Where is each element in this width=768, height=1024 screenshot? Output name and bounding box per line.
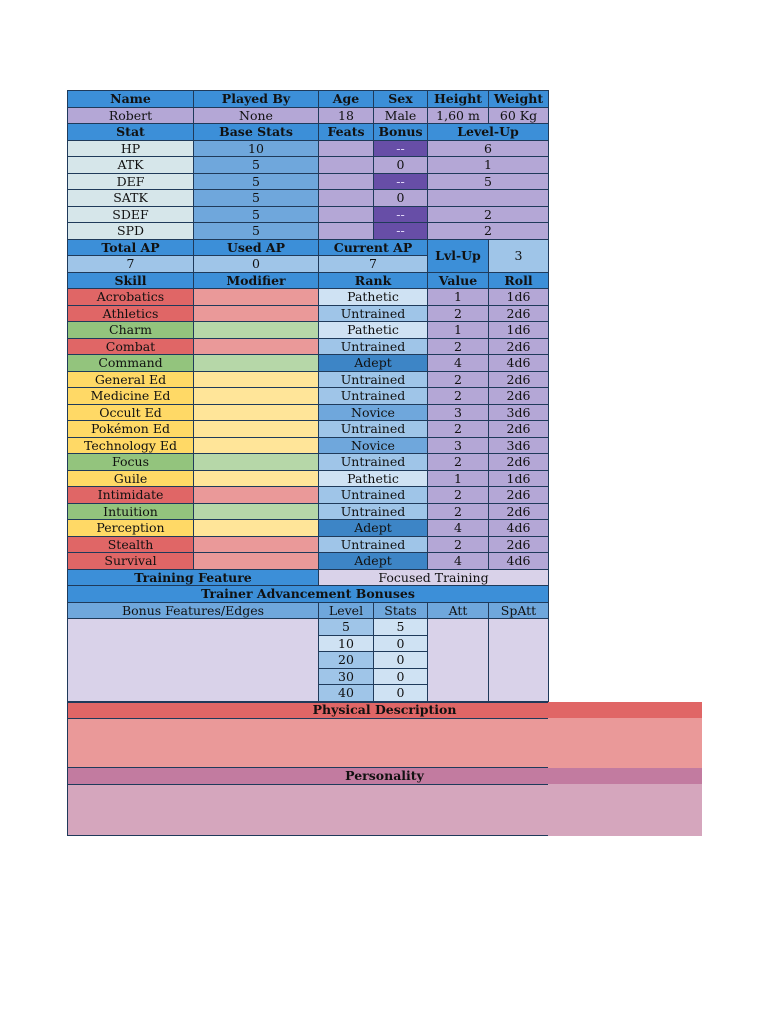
skill-roll: 2d6: [489, 388, 549, 405]
training-value[interactable]: Focused Training: [319, 569, 549, 586]
skill-modifier[interactable]: [194, 388, 319, 405]
skill-modifier[interactable]: [194, 305, 319, 322]
info-header-1: Played By: [194, 91, 319, 108]
stat-levelup[interactable]: 1: [428, 157, 549, 174]
stat-base[interactable]: 5: [194, 173, 319, 190]
skill-modifier[interactable]: [194, 289, 319, 306]
skill-name: Occult Ed: [68, 404, 194, 421]
skill-modifier[interactable]: [194, 503, 319, 520]
skills-header-modifier: Modifier: [194, 272, 319, 289]
advancement-stats[interactable]: 0: [374, 652, 428, 669]
advancement-level: 20: [319, 652, 374, 669]
skill-name: Focus: [68, 454, 194, 471]
skill-value: 2: [428, 503, 489, 520]
skill-modifier[interactable]: [194, 520, 319, 537]
stat-bonus: 0: [374, 157, 428, 174]
stat-levelup[interactable]: [428, 190, 549, 207]
skill-rank[interactable]: Pathetic: [319, 470, 428, 487]
physical-description-header: [67, 702, 702, 718]
trainer-table: [67, 90, 549, 702]
skill-rank[interactable]: Untrained: [319, 503, 428, 520]
ap-used-label: Used AP: [194, 239, 319, 256]
skill-row: [68, 421, 549, 438]
info-value-1[interactable]: None: [194, 107, 319, 124]
skill-value: 4: [428, 520, 489, 537]
stats-header-feats: Feats: [319, 124, 374, 141]
advancement-header-features: Bonus Features/Edges: [68, 602, 319, 619]
skill-value: 1: [428, 322, 489, 339]
skill-roll: 3d6: [489, 437, 549, 454]
skills-header-row: [68, 272, 549, 289]
skill-row: [68, 338, 549, 355]
skill-row: [68, 371, 549, 388]
skill-value: 1: [428, 289, 489, 306]
skills-header-rank: Rank: [319, 272, 428, 289]
info-values-row: [68, 107, 549, 124]
advancement-header-stats: Stats: [374, 602, 428, 619]
skill-value: 2: [428, 338, 489, 355]
skill-name: Technology Ed: [68, 437, 194, 454]
skill-roll: 2d6: [489, 371, 549, 388]
stat-name: SATK: [68, 190, 194, 207]
stat-row: [68, 206, 549, 223]
skill-modifier[interactable]: [194, 487, 319, 504]
ap-lvlup-label: Lvl-Up: [428, 239, 489, 272]
ap-current-label: Current AP: [319, 239, 428, 256]
skill-roll: 3d6: [489, 404, 549, 421]
stat-levelup[interactable]: 6: [428, 140, 549, 157]
skill-name: Intuition: [68, 503, 194, 520]
ap-total-label: Total AP: [68, 239, 194, 256]
physical-description-title: Physical Description: [312, 702, 457, 717]
stat-row: [68, 140, 549, 157]
info-header-4: Height: [428, 91, 489, 108]
stat-row: [68, 173, 549, 190]
stat-feats[interactable]: [319, 190, 374, 207]
skills-header-value: Value: [428, 272, 489, 289]
advancement-spatt[interactable]: [489, 619, 549, 702]
stats-header-row: [68, 124, 549, 141]
stats-header-stat: Stat: [68, 124, 194, 141]
skill-row: [68, 470, 549, 487]
skill-rank[interactable]: Pathetic: [319, 289, 428, 306]
stat-base[interactable]: 5: [194, 223, 319, 240]
skill-roll: 2d6: [489, 503, 549, 520]
skill-name: Intimidate: [68, 487, 194, 504]
skill-name: Pokémon Ed: [68, 421, 194, 438]
skill-row: [68, 520, 549, 537]
skill-value: 4: [428, 355, 489, 372]
advancement-level: 10: [319, 635, 374, 652]
info-header-2: Age: [319, 91, 374, 108]
skill-roll: 1d6: [489, 470, 549, 487]
personality-area[interactable]: [67, 784, 702, 836]
info-header-row: [68, 91, 549, 108]
skill-value: 2: [428, 388, 489, 405]
skill-name: General Ed: [68, 371, 194, 388]
stats-header-bonus: Bonus: [374, 124, 428, 141]
skill-modifier[interactable]: [194, 470, 319, 487]
skill-row: [68, 404, 549, 421]
skill-row: [68, 355, 549, 372]
info-header-0: Name: [68, 91, 194, 108]
skill-modifier[interactable]: [194, 553, 319, 570]
skill-row: [68, 289, 549, 306]
skills-header-roll: Roll: [489, 272, 549, 289]
stat-row: [68, 190, 549, 207]
bonus-features-area[interactable]: [68, 619, 319, 702]
stat-feats[interactable]: [319, 157, 374, 174]
skill-row: [68, 437, 549, 454]
skill-name: Command: [68, 355, 194, 372]
skill-rank[interactable]: Adept: [319, 520, 428, 537]
skill-roll: 2d6: [489, 487, 549, 504]
skill-value: 2: [428, 421, 489, 438]
stat-name: DEF: [68, 173, 194, 190]
training-label: Training Feature: [68, 569, 319, 586]
skill-rank[interactable]: Novice: [319, 437, 428, 454]
skill-modifier[interactable]: [194, 536, 319, 553]
skill-rank[interactable]: Untrained: [319, 371, 428, 388]
skill-name: Combat: [68, 338, 194, 355]
skill-value: 2: [428, 536, 489, 553]
skill-value: 3: [428, 404, 489, 421]
stat-base[interactable]: 10: [194, 140, 319, 157]
advancement-stats[interactable]: 0: [374, 685, 428, 702]
info-value-0[interactable]: Robert: [68, 107, 194, 124]
skill-value: 2: [428, 371, 489, 388]
skill-rank[interactable]: Untrained: [319, 421, 428, 438]
advancement-header-att: Att: [428, 602, 489, 619]
skill-modifier[interactable]: [194, 421, 319, 438]
skill-rank[interactable]: Pathetic: [319, 322, 428, 339]
skill-rank[interactable]: Adept: [319, 355, 428, 372]
skill-value: 3: [428, 437, 489, 454]
info-value-2[interactable]: 18: [319, 107, 374, 124]
ap-total[interactable]: 7: [68, 256, 194, 273]
stat-feats[interactable]: [319, 173, 374, 190]
advancement-level: 5: [319, 619, 374, 636]
info-header-3: Sex: [374, 91, 428, 108]
personality-title: Personality: [345, 768, 424, 783]
advancement-stats[interactable]: 0: [374, 635, 428, 652]
ap-current[interactable]: 7: [319, 256, 428, 273]
info-header-5: Weight: [489, 91, 549, 108]
skill-name: Perception: [68, 520, 194, 537]
skill-name: Stealth: [68, 536, 194, 553]
skill-roll: 4d6: [489, 355, 549, 372]
skill-row: [68, 503, 549, 520]
advancement-header-spatt: SpAtt: [489, 602, 549, 619]
skill-name: Acrobatics: [68, 289, 194, 306]
stat-bonus: --: [374, 173, 428, 190]
stat-levelup[interactable]: 2: [428, 206, 549, 223]
stat-feats[interactable]: [319, 206, 374, 223]
skill-modifier[interactable]: [194, 454, 319, 471]
advancement-level: 40: [319, 685, 374, 702]
stat-base[interactable]: 5: [194, 157, 319, 174]
skill-modifier[interactable]: [194, 322, 319, 339]
skill-name: Athletics: [68, 305, 194, 322]
skill-rank[interactable]: Untrained: [319, 454, 428, 471]
info-value-5[interactable]: 60 Kg: [489, 107, 549, 124]
skill-name: Survival: [68, 553, 194, 570]
stats-header-levelup: Level-Up: [428, 124, 549, 141]
skill-row: [68, 388, 549, 405]
skill-row: [68, 553, 549, 570]
stat-levelup[interactable]: 2: [428, 223, 549, 240]
skill-name: Guile: [68, 470, 194, 487]
advancement-stats[interactable]: 5: [374, 619, 428, 636]
skill-rank[interactable]: Adept: [319, 553, 428, 570]
skill-modifier[interactable]: [194, 404, 319, 421]
info-value-3[interactable]: Male: [374, 107, 428, 124]
skill-modifier[interactable]: [194, 437, 319, 454]
stat-base[interactable]: 5: [194, 190, 319, 207]
skill-rank[interactable]: Untrained: [319, 487, 428, 504]
skill-rank[interactable]: Novice: [319, 404, 428, 421]
advancement-header-row: [68, 602, 549, 619]
stat-name: SDEF: [68, 206, 194, 223]
skill-rank[interactable]: Untrained: [319, 388, 428, 405]
skill-row: [68, 322, 549, 339]
stat-bonus: --: [374, 206, 428, 223]
skill-rank[interactable]: Untrained: [319, 536, 428, 553]
info-value-4[interactable]: 1,60 m: [428, 107, 489, 124]
skill-modifier[interactable]: [194, 338, 319, 355]
ap-lvlup-value[interactable]: 3: [489, 239, 549, 272]
skill-modifier[interactable]: [194, 355, 319, 372]
skill-value: 1: [428, 470, 489, 487]
stat-name: ATK: [68, 157, 194, 174]
skill-roll: 1d6: [489, 289, 549, 306]
advancement-title-row: [68, 586, 549, 603]
skill-roll: 1d6: [489, 322, 549, 339]
skill-name: Charm: [68, 322, 194, 339]
stat-bonus: 0: [374, 190, 428, 207]
training-row: [68, 569, 549, 586]
skill-roll: 4d6: [489, 520, 549, 537]
skill-roll: 2d6: [489, 338, 549, 355]
advancement-att[interactable]: [428, 619, 489, 702]
skill-name: Medicine Ed: [68, 388, 194, 405]
stat-levelup[interactable]: 5: [428, 173, 549, 190]
skills-header-skill: Skill: [68, 272, 194, 289]
stat-name: HP: [68, 140, 194, 157]
advancement-title: Trainer Advancement Bonuses: [68, 586, 549, 603]
stat-feats[interactable]: [319, 223, 374, 240]
skill-roll: 2d6: [489, 454, 549, 471]
skill-row: [68, 454, 549, 471]
skill-row: [68, 536, 549, 553]
skill-row: [68, 305, 549, 322]
skill-value: 2: [428, 305, 489, 322]
stat-row: [68, 223, 549, 240]
stat-bonus: --: [374, 140, 428, 157]
stats-header-base: Base Stats: [194, 124, 319, 141]
skill-value: 4: [428, 553, 489, 570]
skill-roll: 2d6: [489, 305, 549, 322]
stat-feats[interactable]: [319, 140, 374, 157]
skill-roll: 2d6: [489, 421, 549, 438]
advancement-level: 30: [319, 668, 374, 685]
stat-bonus: --: [374, 223, 428, 240]
personality-header: [67, 768, 702, 784]
stat-row: [68, 157, 549, 174]
skill-value: 2: [428, 454, 489, 471]
skill-row: [68, 487, 549, 504]
skill-roll: 2d6: [489, 536, 549, 553]
stat-base[interactable]: 5: [194, 206, 319, 223]
advancement-stats[interactable]: 0: [374, 668, 428, 685]
ap-used[interactable]: 0: [194, 256, 319, 273]
advancement-header-level: Level: [319, 602, 374, 619]
skill-modifier[interactable]: [194, 371, 319, 388]
advancement-row: [68, 619, 549, 636]
skill-rank[interactable]: Untrained: [319, 305, 428, 322]
stat-name: SPD: [68, 223, 194, 240]
skill-rank[interactable]: Untrained: [319, 338, 428, 355]
skill-value: 2: [428, 487, 489, 504]
trainer-sheet: [67, 90, 548, 702]
physical-description-area[interactable]: [67, 718, 702, 768]
skill-roll: 4d6: [489, 553, 549, 570]
ap-header-row: [68, 239, 549, 256]
